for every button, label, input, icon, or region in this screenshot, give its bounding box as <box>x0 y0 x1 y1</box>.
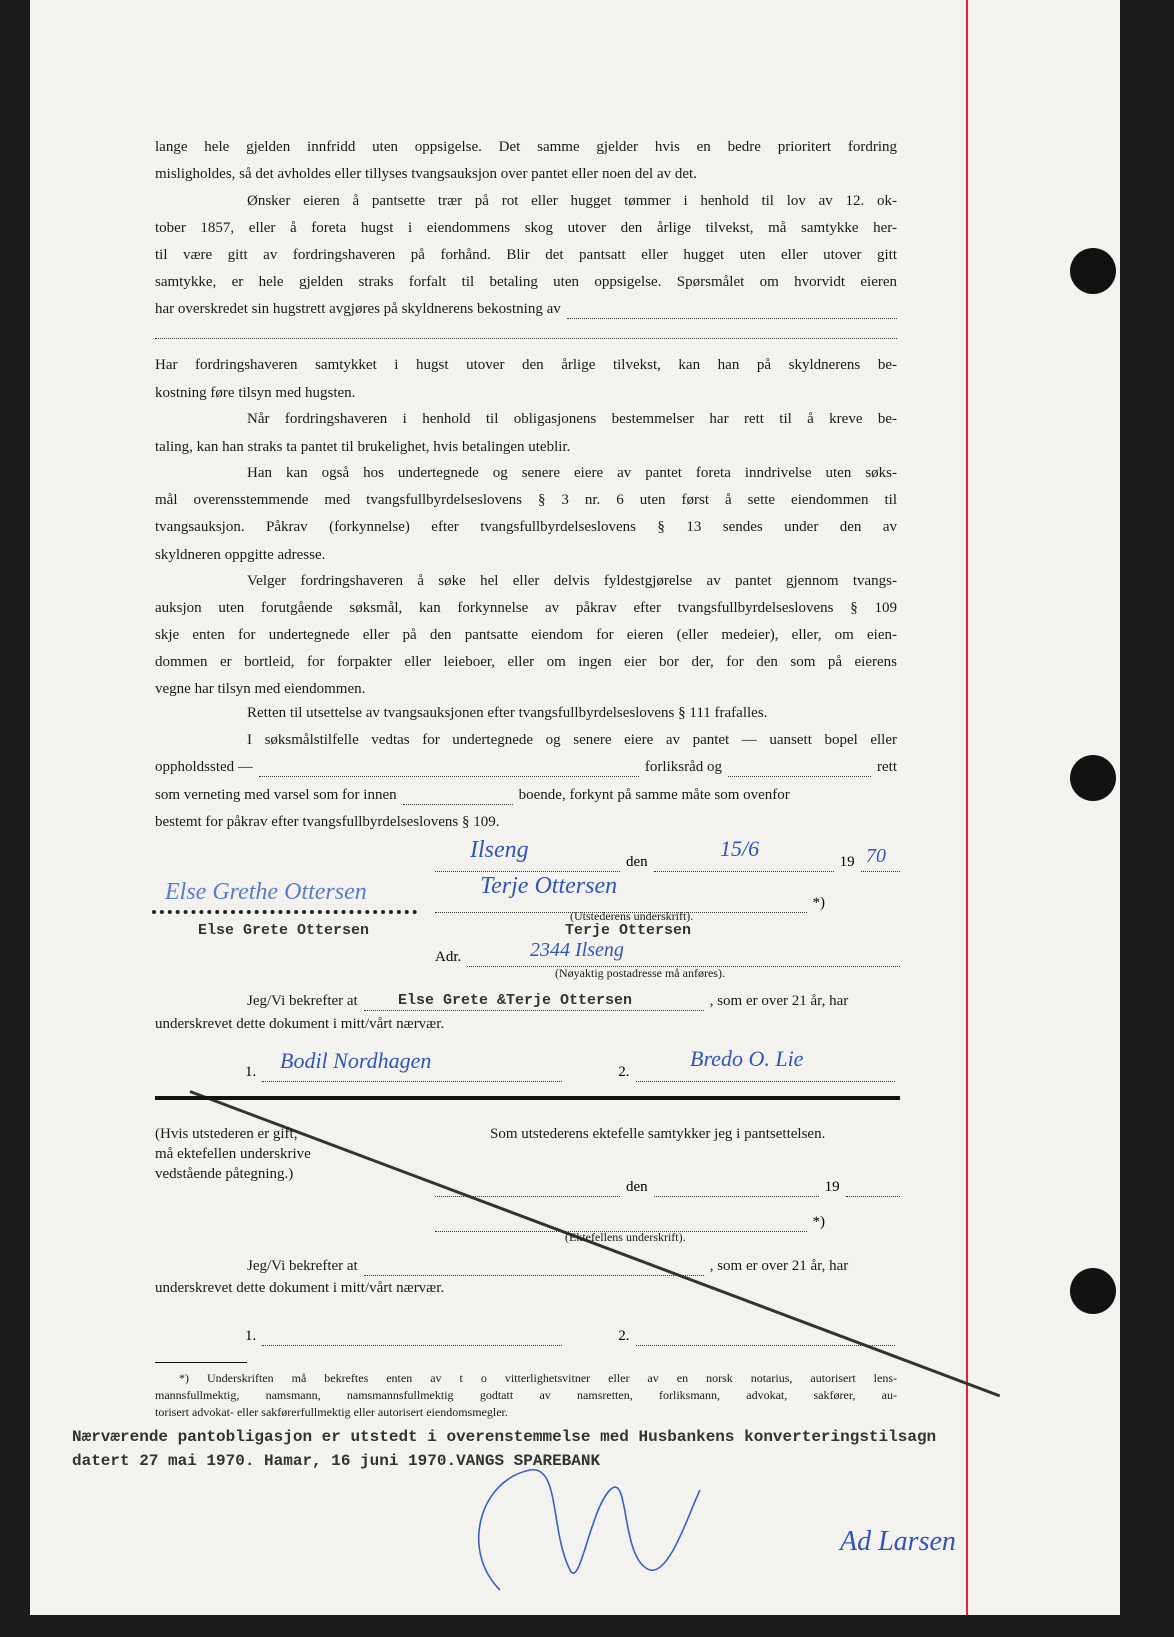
text: den <box>626 1179 648 1195</box>
text: 2. <box>618 1328 630 1344</box>
address-caption: (Nøyaktig postadresse må anføres). <box>555 966 725 980</box>
text: 19 <box>839 854 855 870</box>
body-line: dommen er bortleid, for forpakter eller leieboer, eller om ingen eier bor der, for den som på eierens <box>155 654 897 670</box>
text: oppholdssted — <box>155 759 253 775</box>
issuer-signature: Terje Ottersen <box>480 873 618 899</box>
body-line: skyldneren oppgitte adresse. <box>155 547 326 563</box>
witness-1-field <box>262 1333 562 1346</box>
spouse-note <box>155 1124 311 1184</box>
witness-2-signature: Bredo O. Lie <box>690 1046 804 1071</box>
section-divider <box>155 1096 900 1100</box>
scribble-signature-icon <box>440 1450 720 1600</box>
footnote <box>155 1370 897 1421</box>
body-line: kostning føre tilsyn med hugsten. <box>155 385 356 401</box>
names-field <box>364 1263 704 1276</box>
year-field <box>846 1184 900 1197</box>
body-line: tober 1857, eller å foreta hugst i eiendommens skog utover den årlige tilvekst, må samtykke her- <box>155 220 897 236</box>
text: vedstående påtegning.) <box>155 1166 294 1182</box>
bank-stamp-line-1: Nærværende pantobligasjon er utstedt i overenstemmelse med Husbankens konverteringstilsagn <box>72 1428 937 1446</box>
text: som verneting med varsel som for innen <box>155 787 397 803</box>
punch-hole <box>1070 248 1116 294</box>
text: *) Underskriften må bekreftes enten av t o vitterlighetsvitner eller av en norsk notarius, autorisert lens- <box>179 1371 897 1385</box>
issuer-caption: (Utstederens underskrift). <box>570 909 694 923</box>
body-line <box>155 299 897 319</box>
bank-signature: Ad Larsen <box>840 1526 956 1557</box>
text: 1. <box>245 1064 257 1080</box>
text: Jeg/Vi bekrefter at <box>247 993 358 1009</box>
body-line: misligholdes, så det avholdes eller tillyses tvangsauksjon over pantet eller noen del av det. <box>155 166 697 182</box>
text: Adr. <box>435 949 462 965</box>
body-line: Velger fordringshaveren å søke hel eller delvis fyldestgjørelse av pantet gjennom tvangs- <box>247 573 897 589</box>
text: 2. <box>618 1064 630 1080</box>
body-line: auksjon uten forutgående søksmål, kan forkynnelse av påkrav efter tvangsfullbyrdelseslovens § 109 <box>155 600 897 616</box>
text: 19 <box>824 1179 840 1195</box>
blank-field <box>259 764 639 777</box>
body-line: lange hele gjelden innfridd uten oppsigelse. Det samme gjelder hvis en bedre prioritert fordring <box>155 139 897 155</box>
witness-1-signature: Bodil Nordhagen <box>280 1048 432 1073</box>
text: *) <box>812 1214 825 1230</box>
handwritten-date: 15/6 <box>720 836 760 861</box>
text: har overskredet sin hugstrett avgjøres på skyldnerens bekostning av <box>155 301 561 317</box>
text: må ektefellen underskrive <box>155 1146 311 1162</box>
body-line: mål overensstemmende med tvangsfullbyrdelseslovens § 3 nr. 6 uten først å sette eiendommen til <box>155 492 897 508</box>
blank-field <box>403 792 513 805</box>
address-line <box>435 947 900 967</box>
body-line: vegne har tilsyn med eiendommen. <box>155 681 366 697</box>
text: , som er over 21 år, har <box>709 993 849 1009</box>
punch-hole <box>1070 755 1116 801</box>
venue-line-3: bestemt for påkrav efter tvangsfullbyrdelseslovens § 109. <box>155 814 500 830</box>
spouse-signature-line <box>152 910 417 914</box>
handwritten-address: 2344 Ilseng <box>530 939 624 961</box>
body-line: Retten til utsettelse av tvangsauksjonen efter tvangsfullbyrdelseslovens § 111 frafalles. <box>247 705 768 721</box>
venue-line-1 <box>155 757 897 777</box>
text: *) <box>812 895 825 911</box>
body-line: Ønsker eieren å pantsette trær på rot eller hugget tømmer i henhold til lov av 12. ok- <box>247 193 897 209</box>
blank-field <box>567 306 897 319</box>
spouse-confirm-line-2: underskrevet dette dokument i mitt/vårt nærvær. <box>155 1280 445 1296</box>
spouse-witness-line <box>245 1326 895 1346</box>
body-line: taling, kan han straks ta pantet til brukelighet, hvis betalingen uteblir. <box>155 439 571 455</box>
handwritten-year: 70 <box>866 845 886 867</box>
body-line: Har fordringshaveren samtykket i hugst utover den årlige tilvekst, kan han på skyldnerens be- <box>155 357 897 373</box>
text: , som er over 21 år, har <box>709 1258 849 1274</box>
witness-2-field <box>636 1333 896 1346</box>
text: 1. <box>245 1328 257 1344</box>
punch-hole <box>1070 1268 1116 1314</box>
consent-text: Som utstederens ektefelle samtykker jeg i pantsettelsen. <box>490 1126 826 1142</box>
text: boende, forkynt på samme måte som ovenfor <box>518 787 790 803</box>
body-line: Når fordringshaveren i henhold til obligasjonens bestemmelser har rett til å kreve be- <box>247 411 897 427</box>
bank-stamp-line-2: datert 27 mai 1970. Hamar, 16 juni 1970.VANGS SPAREBANK <box>72 1452 601 1470</box>
spouse-date-line <box>435 1177 900 1197</box>
margin-red-line <box>966 0 968 1615</box>
blank-field <box>155 326 897 339</box>
confirm-line-2: underskrevet dette dokument i mitt/vårt nærvær. <box>155 1016 445 1032</box>
body-line: Han kan også hos undertegnede og senere eiere av pantet foreta inndrivelse uten søks- <box>247 465 897 481</box>
spouse-signature-line-2 <box>435 1212 825 1232</box>
spouse-caption: (Ektefellens underskrift). <box>565 1230 686 1244</box>
handwritten-place: Ilseng <box>470 837 529 863</box>
typed-names: Else Grete &Terje Ottersen <box>398 992 633 1009</box>
blank-field <box>728 764 871 777</box>
text: Jeg/Vi bekrefter at <box>247 1258 358 1274</box>
body-line: samtykke, er hele gjelden straks forfalt til betaling uten oppsigelse. Spørsmålet om hvorvidt eieren <box>155 274 897 290</box>
place-field <box>435 1184 620 1197</box>
spouse-confirm-line <box>155 1256 897 1276</box>
issuer-typed-name: Terje Ottersen <box>565 922 692 939</box>
text: forliksråd og <box>644 759 722 775</box>
text: mannsfullmektig, namsmann, namsmannsfullmektig godtatt av namsretten, forliksmann, advokat, sakfører, au- <box>155 1388 897 1402</box>
text: (Hvis utstederen er gift, <box>155 1126 298 1142</box>
text: rett <box>877 759 897 775</box>
body-line: skje enten for undertegnede eller på den pantsatte eiendom for eieren (eller medeier), eller, om eien- <box>155 627 897 643</box>
text: torisert advokat- eller sakførerfullmektig eller autorisert eiendomsmegler. <box>155 1405 508 1419</box>
date-field <box>654 1184 819 1197</box>
spouse-signature: Else Grethe Ottersen <box>165 879 367 905</box>
footnote-rule <box>155 1362 247 1363</box>
body-line: I søksmålstilfelle vedtas for undertegnede og senere eiere av pantet — uansett bopel eller <box>247 732 897 748</box>
text: den <box>626 854 648 870</box>
body-line: til være gitt av fordringshaveren på forhånd. Blir det pantsatt eller hugget uten eller utover gitt <box>155 247 897 263</box>
venue-line-2 <box>155 785 897 805</box>
body-line: tvangsauksjon. Påkrav (forkynnelse) efter tvangsfullbyrdelseslovens § 13 sendes under den av <box>155 519 897 535</box>
spouse-typed-name: Else Grete Ottersen <box>198 922 370 939</box>
